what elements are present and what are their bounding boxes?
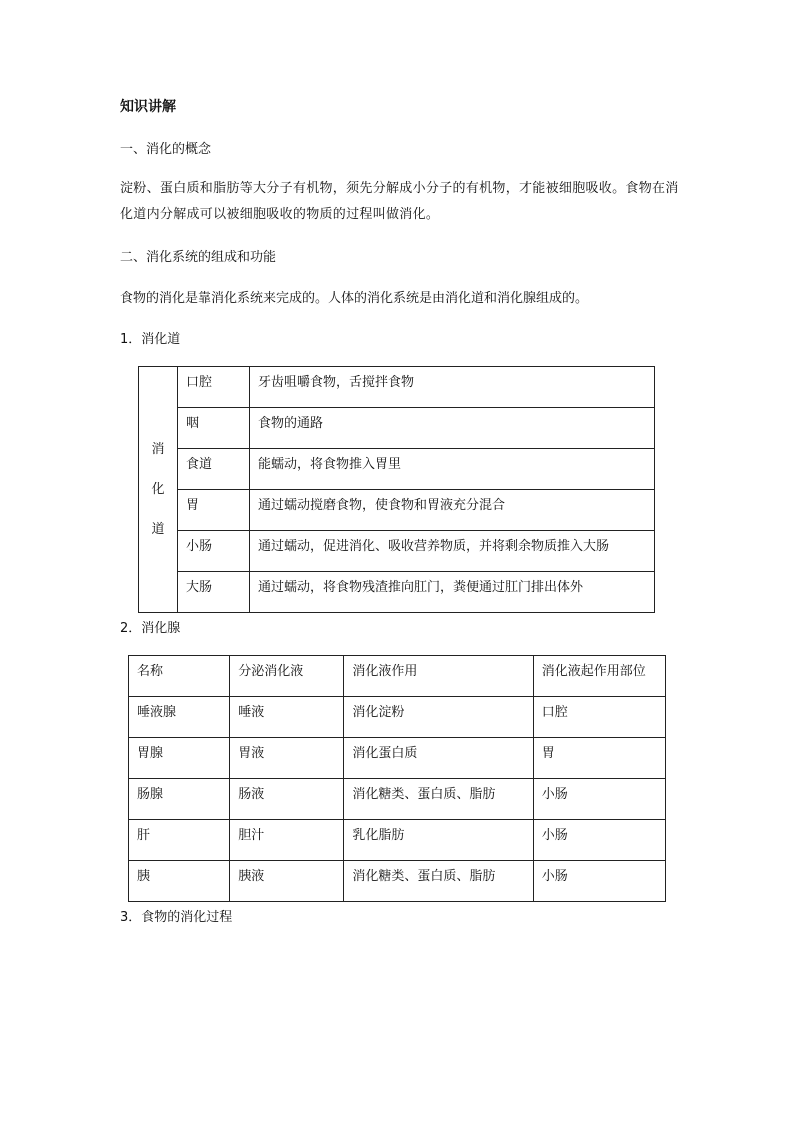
table-row — [129, 779, 666, 820]
column-header: 消化液起作用部位 — [533, 656, 665, 697]
side-label-char: 消 — [151, 441, 165, 457]
column-header: 分泌消化液 — [230, 656, 344, 697]
table-cell: 消化糖类、蛋白质、脂肪 — [344, 861, 533, 902]
page-heading: 知识讲解 — [120, 99, 176, 115]
table-cell: 胃 — [533, 738, 665, 779]
organ-cell: 咽 — [178, 408, 250, 449]
table-cell: 胰 — [129, 861, 230, 902]
organ-cell: 小肠 — [178, 531, 250, 572]
function-cell: 通过蠕动，将食物残渣推向肛门，粪便通过肛门排出体外 — [250, 572, 655, 613]
function-cell: 牙齿咀嚼食物，舌搅拌食物 — [250, 367, 655, 408]
section1-title: 一、消化的概念 — [120, 142, 212, 157]
table-cell: 唾液 — [230, 697, 344, 738]
table-cell: 消化淀粉 — [344, 697, 533, 738]
section1-body: 淀粉、蛋白质和脂肪等大分子有机物，须先分解成小分子的有机物，才能被细胞吸收。食物在消化道内分解成可以被细胞吸收的物质的过程叫做消化。 — [120, 181, 679, 222]
table-row — [129, 697, 666, 738]
table-cell: 小肠 — [533, 861, 665, 902]
table-cell: 肠液 — [230, 779, 344, 820]
table-cell: 消化糖类、蛋白质、脂肪 — [344, 779, 533, 820]
table-cell: 肠腺 — [129, 779, 230, 820]
table-cell: 肝 — [129, 820, 230, 861]
table-cell: 小肠 — [533, 779, 665, 820]
table-row — [139, 408, 655, 449]
table-cell: 乳化脂肪 — [344, 820, 533, 861]
table-row — [139, 531, 655, 572]
table-header-row — [129, 656, 666, 697]
table-row — [139, 449, 655, 490]
table-cell: 胃液 — [230, 738, 344, 779]
table-row — [139, 367, 655, 408]
side-label-char: 道 — [151, 521, 165, 537]
table-row — [129, 820, 666, 861]
table-row — [139, 572, 655, 613]
function-cell: 食物的通路 — [250, 408, 655, 449]
column-header: 名称 — [129, 656, 230, 697]
table-cell: 小肠 — [533, 820, 665, 861]
table-cell: 胰液 — [230, 861, 344, 902]
tract-title: 1．消化道 — [120, 332, 181, 347]
organ-cell: 大肠 — [178, 572, 250, 613]
table-row — [139, 490, 655, 531]
section2-body: 食物的消化是靠消化系统来完成的。人体的消化系统是由消化道和消化腺组成的。 — [120, 291, 589, 306]
table-cell: 胆汁 — [230, 820, 344, 861]
organ-cell: 胃 — [178, 490, 250, 531]
section3-title: 3．食物的消化过程 — [120, 910, 233, 925]
organ-cell: 口腔 — [178, 367, 250, 408]
function-cell: 能蠕动，将食物推入胃里 — [250, 449, 655, 490]
tract-side-label — [139, 367, 178, 613]
organ-cell: 食道 — [178, 449, 250, 490]
column-header: 消化液作用 — [344, 656, 533, 697]
side-label-char: 化 — [151, 481, 165, 497]
table-cell: 胃腺 — [129, 738, 230, 779]
digestive-glands-table — [128, 655, 666, 902]
table-cell: 口腔 — [533, 697, 665, 738]
function-cell: 通过蠕动搅磨食物，使食物和胃液充分混合 — [250, 490, 655, 531]
glands-title: 2．消化腺 — [120, 621, 181, 636]
table-row — [129, 861, 666, 902]
section2-title: 二、消化系统的组成和功能 — [120, 250, 277, 265]
function-cell: 通过蠕动，促进消化、吸收营养物质，并将剩余物质推入大肠 — [250, 531, 655, 572]
table-cell: 唾液腺 — [129, 697, 230, 738]
digestive-tract-table — [138, 366, 655, 613]
table-cell: 消化蛋白质 — [344, 738, 533, 779]
table-row — [129, 738, 666, 779]
